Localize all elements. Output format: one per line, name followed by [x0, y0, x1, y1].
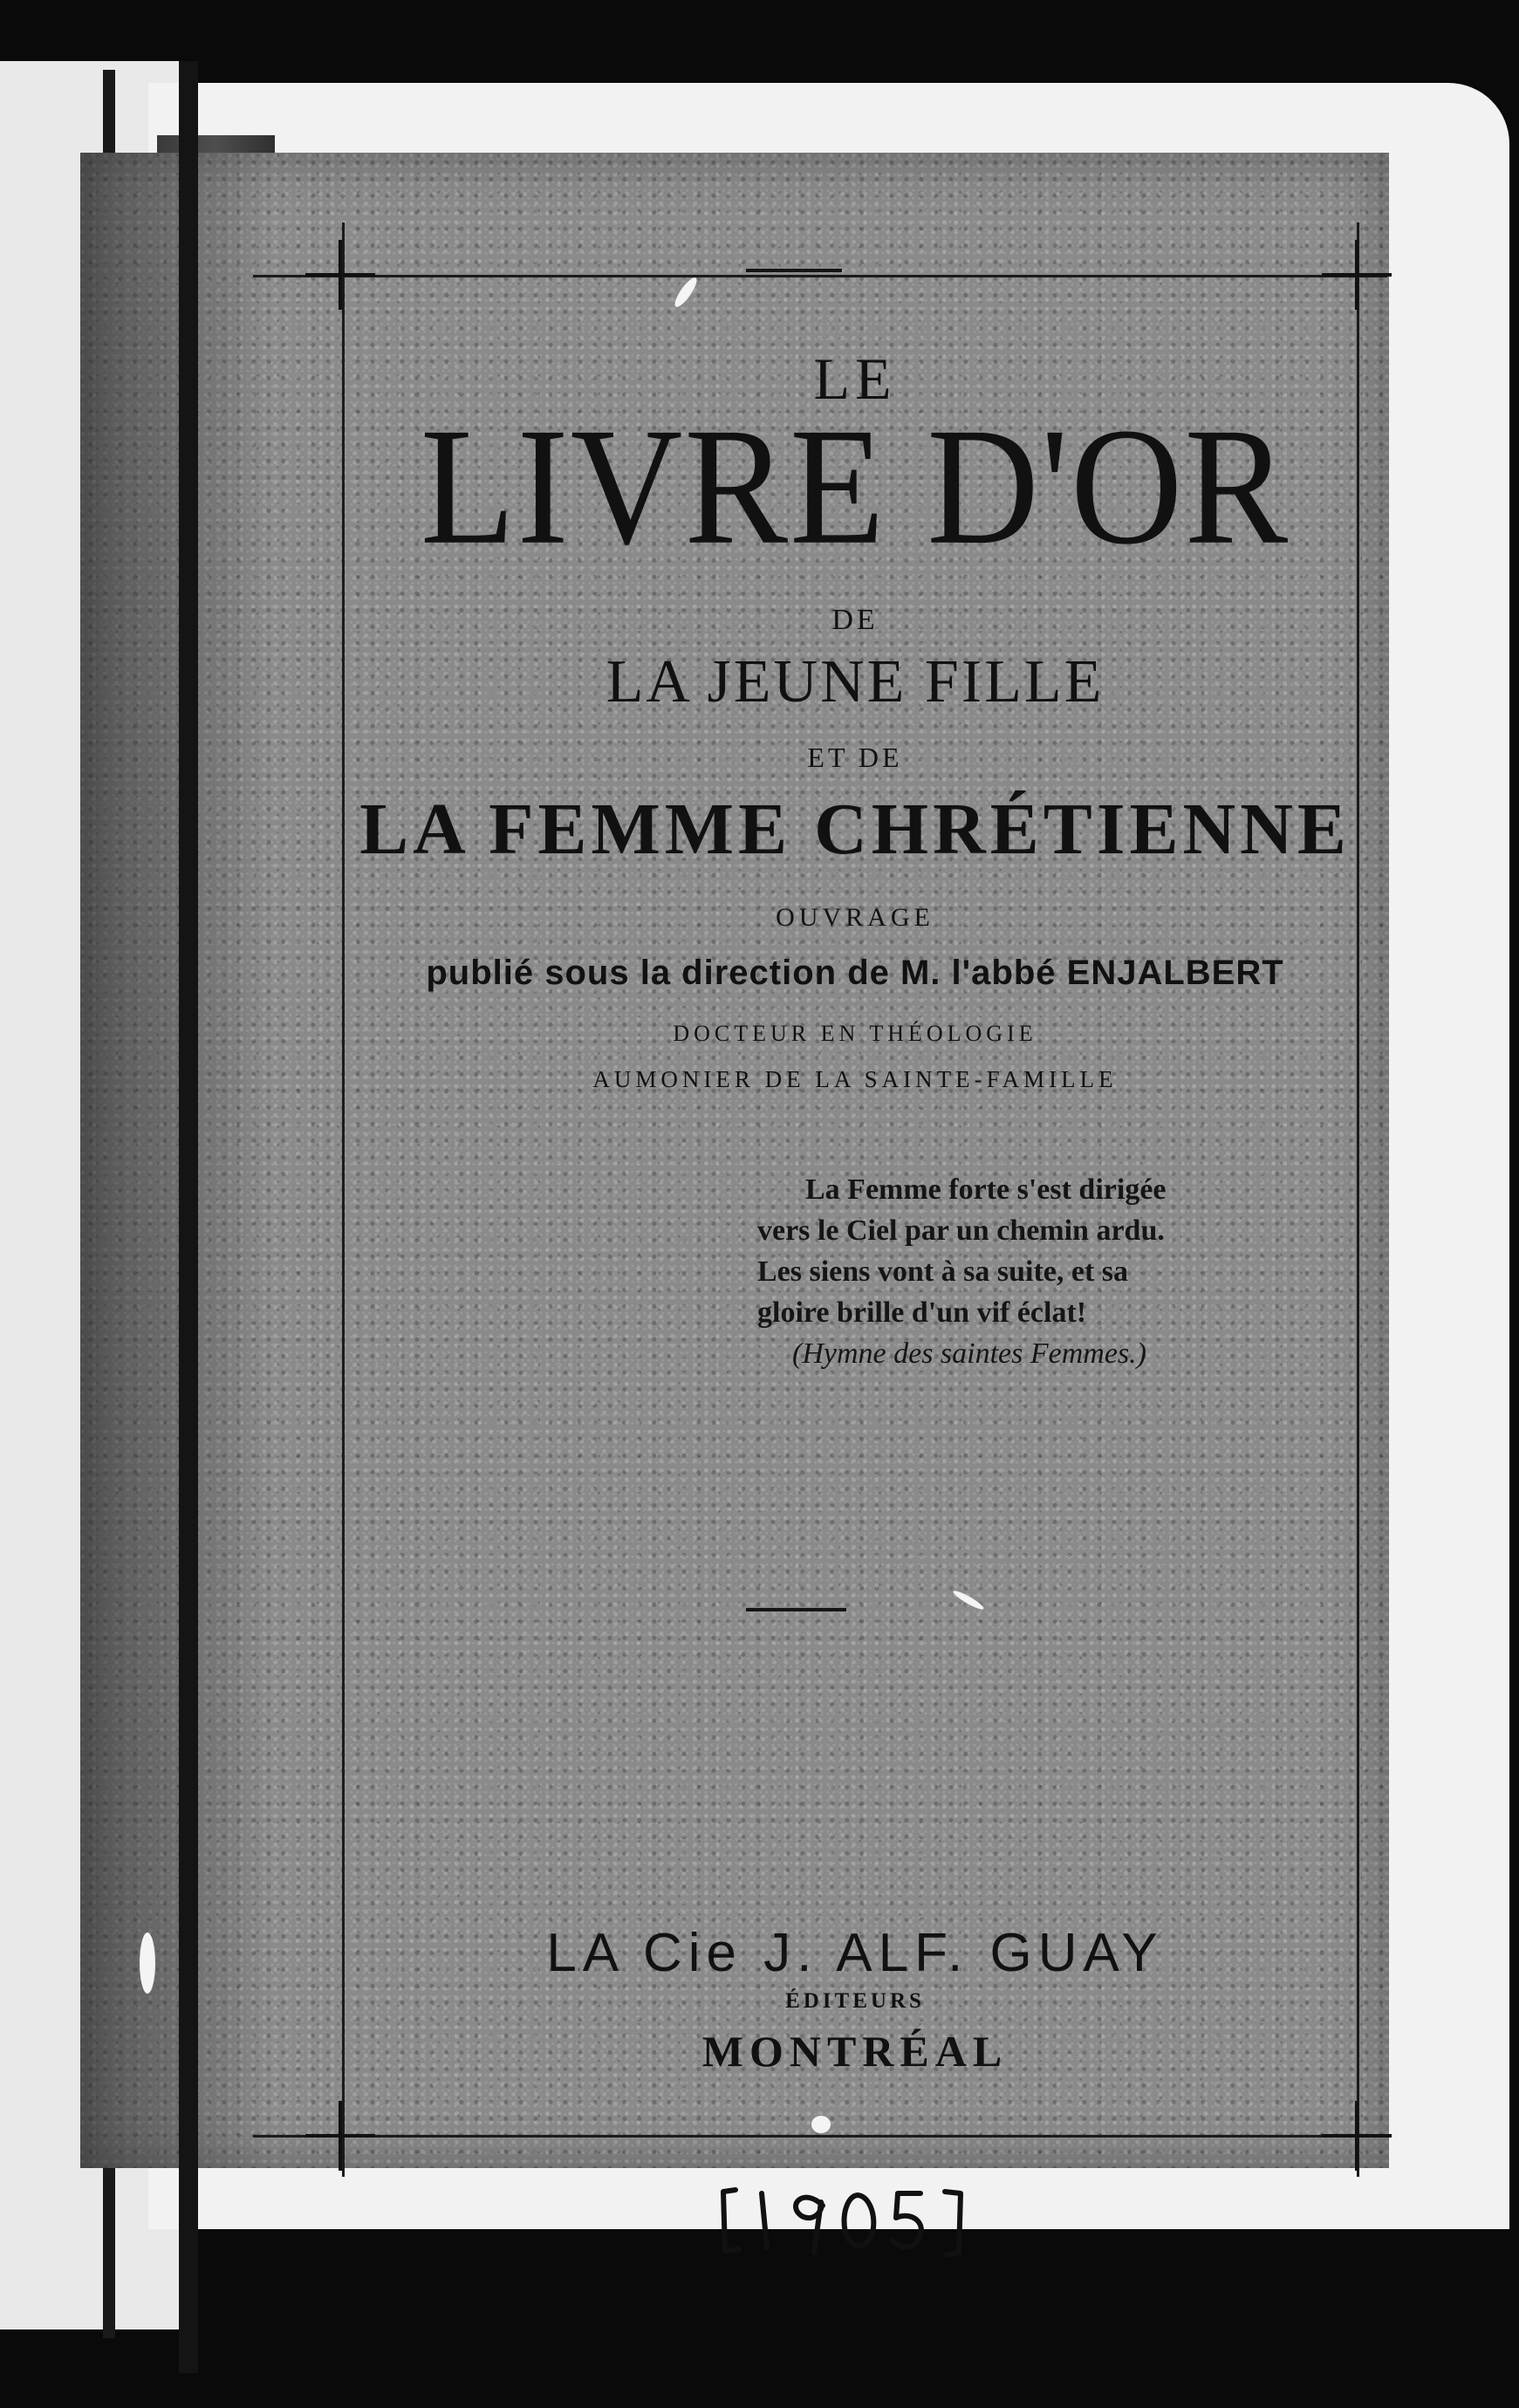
editor-credit: publié sous la direction de M. l'abbé ENJALBERT: [426, 954, 1284, 992]
publisher-city: MONTRÉAL: [701, 2027, 1009, 2076]
publisher-name: LA Cie J. ALF. GUAY: [546, 1923, 1164, 1983]
corner-ornament-top-right: [1322, 240, 1392, 310]
corner-ornament-top-left: [305, 240, 375, 310]
handwritten-date: [711, 2171, 999, 2267]
ouvrage-label: OUVRAGE: [776, 903, 934, 932]
top-ornament: [746, 269, 842, 272]
paper-blemish: [140, 1933, 155, 1994]
corner-ornament-bottom-left: [305, 2101, 375, 2171]
middle-ornament: [746, 1608, 846, 1611]
frame-rule-right: [1357, 222, 1359, 2177]
cover-spine-shading: [80, 153, 272, 2168]
binding-edge: [179, 61, 198, 2373]
corner-ornament-bottom-right: [1322, 2101, 1392, 2171]
frame-rule-left: [342, 222, 345, 2177]
title-le: LE: [813, 345, 897, 412]
frame-rule-top: [253, 275, 1387, 277]
title-main: LIVRE D'OR: [420, 393, 1290, 579]
paper-blemish: [811, 2116, 831, 2133]
title-de: DE: [831, 604, 879, 636]
title-jeune-fille: LA JEUNE FILLE: [606, 648, 1105, 715]
publisher-label: ÉDITEURS: [785, 1989, 925, 2013]
epigraph-source: (Hymne des saintes Femmes.): [792, 1337, 1146, 1370]
epigraph: [757, 1169, 1342, 1374]
epigraph-line-2: vers le Ciel par un chemin ardu.: [757, 1214, 1165, 1247]
title-et-de: ET DE: [807, 742, 903, 773]
epigraph-line-3: Les siens vont à sa suite, et sa: [757, 1255, 1129, 1288]
title-femme-chretienne: LA FEMME CHRÉTIENNE: [359, 789, 1351, 870]
editor-title-2: AUMONIER DE LA SAINTE-FAMILLE: [592, 1066, 1118, 1092]
epigraph-line-1: La Femme forte s'est dirigée: [805, 1173, 1167, 1206]
frame-rule-bottom: [253, 2135, 1387, 2138]
handwritten-date-drawing: [711, 2171, 999, 2267]
epigraph-line-4: gloire brille d'un vif éclat!: [757, 1296, 1087, 1329]
editor-title-1: DOCTEUR EN THÉOLOGIE: [673, 1021, 1037, 1046]
